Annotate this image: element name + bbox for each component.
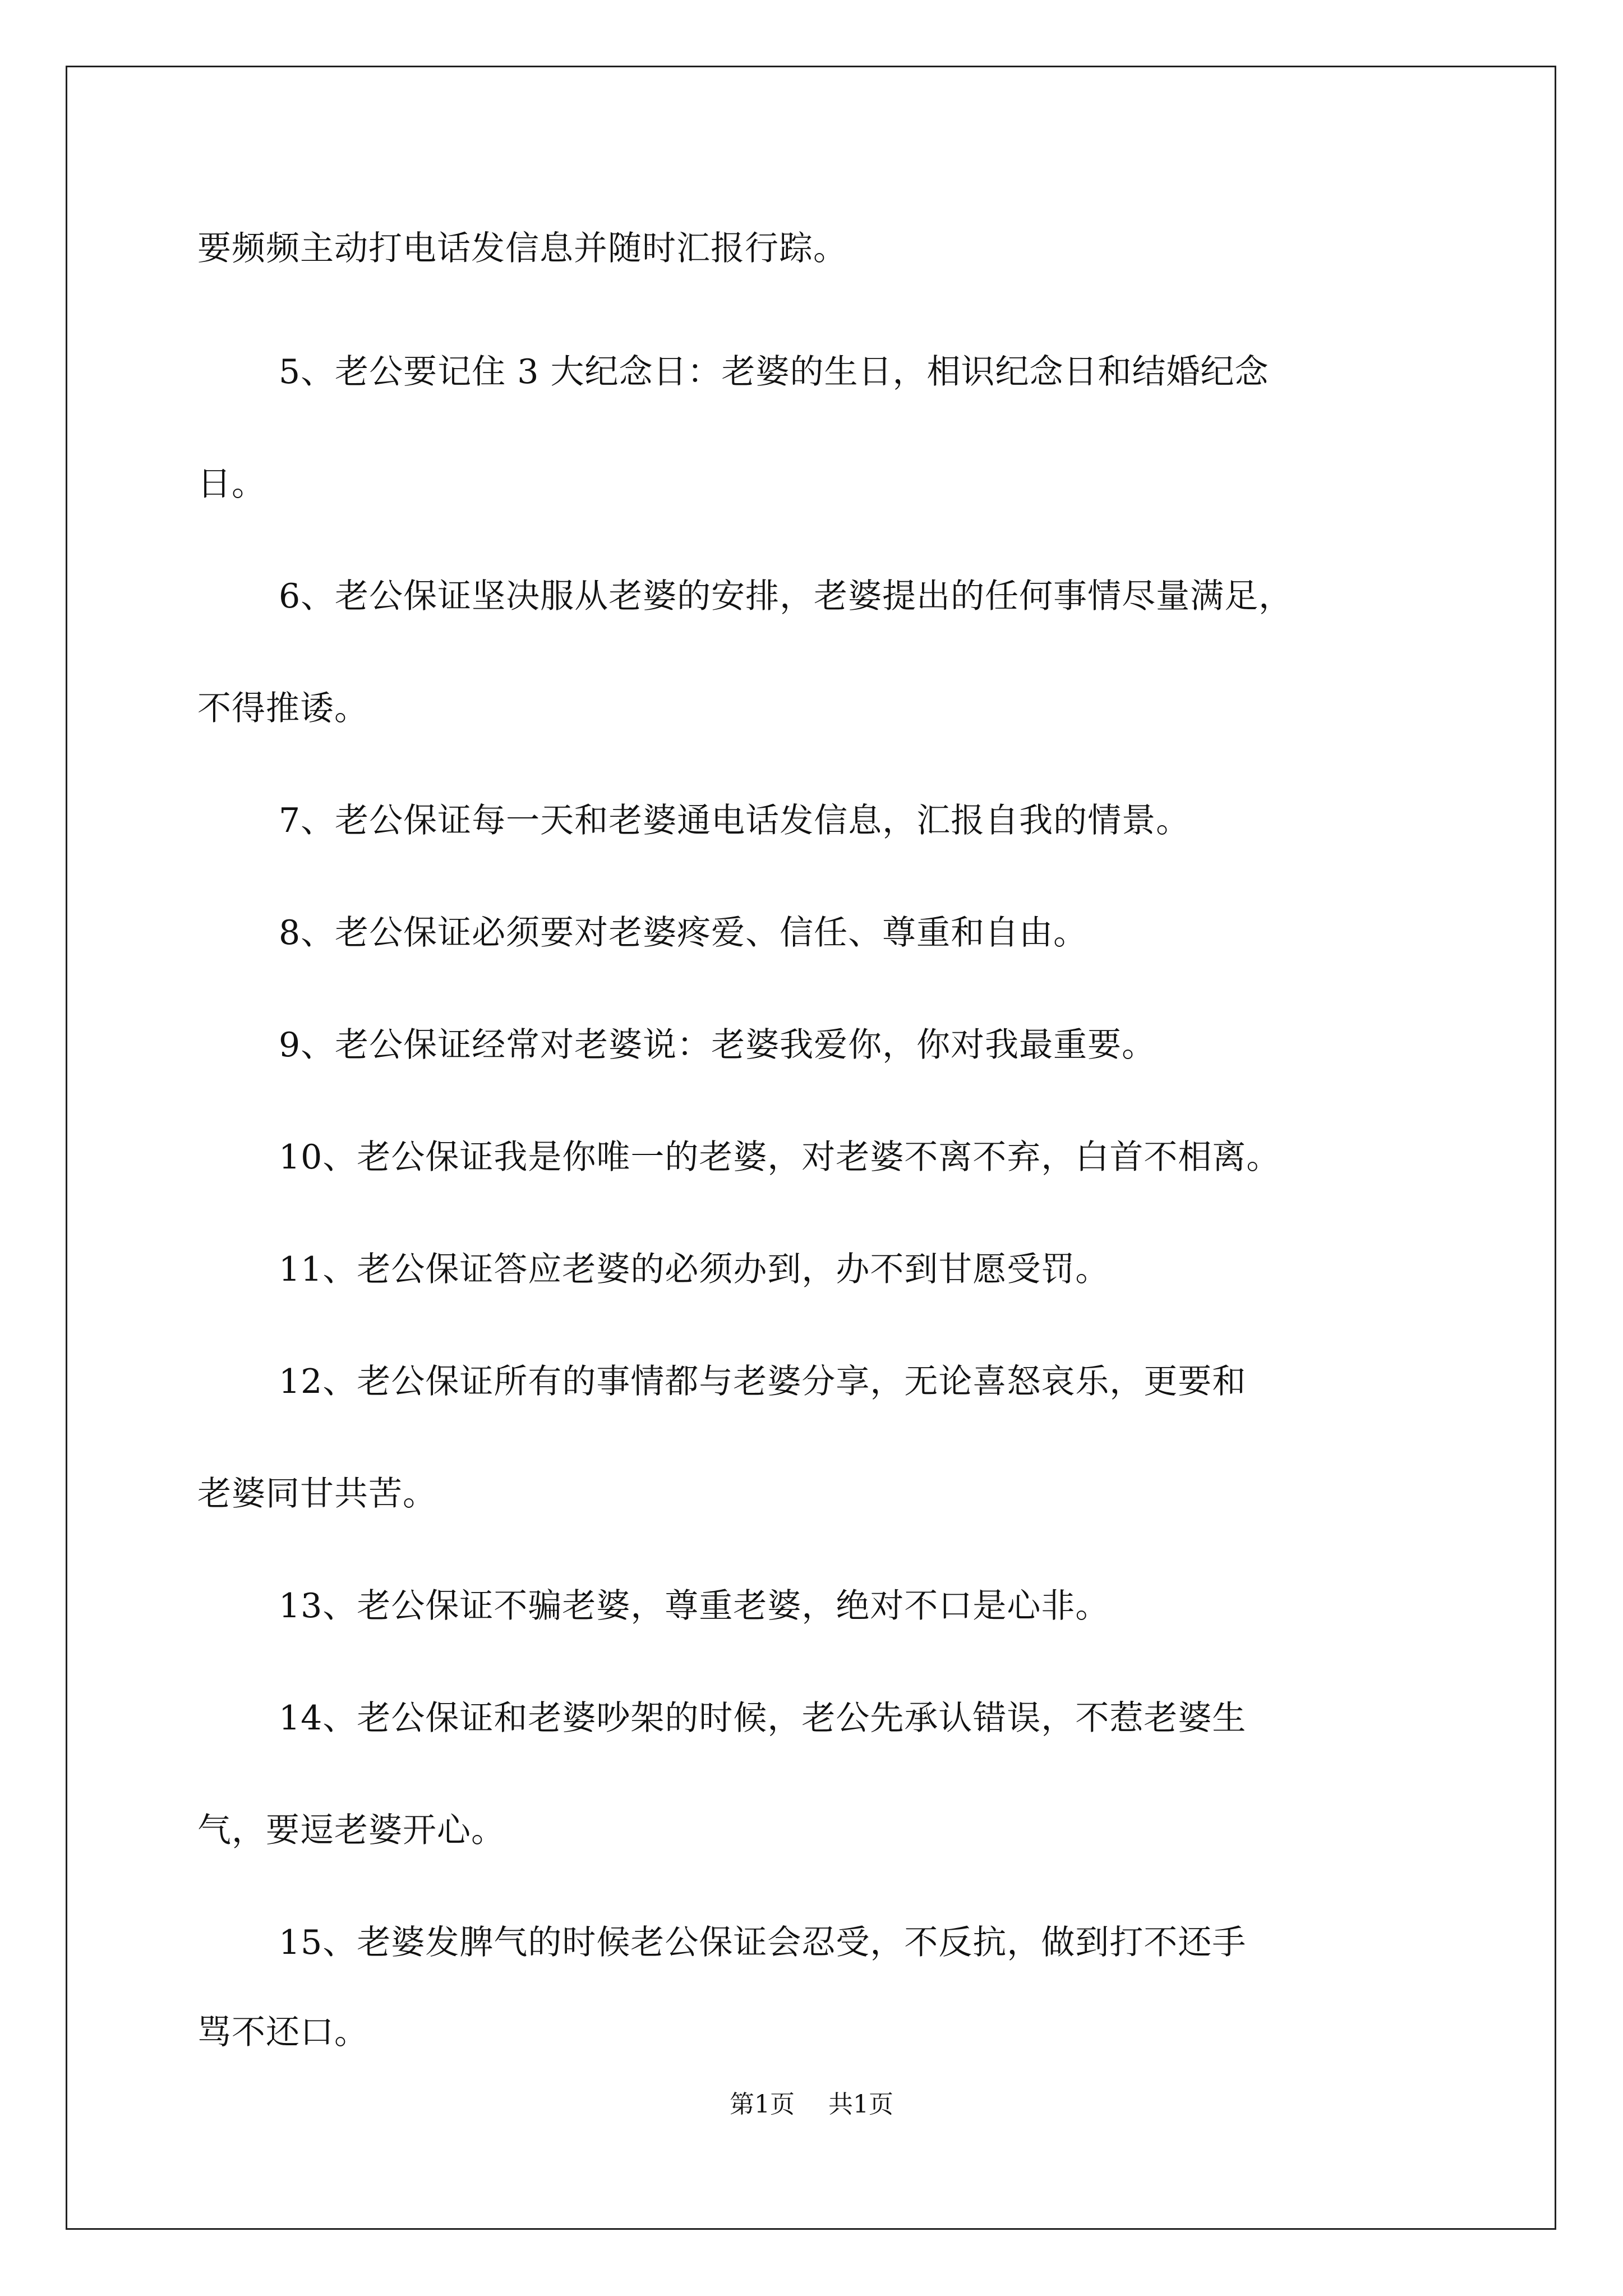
paragraph-item-5-cont: 日。 xyxy=(197,464,266,504)
paragraph-line-1: 要频频主动打电话发信息并随时汇报行踪。 xyxy=(197,229,847,268)
paragraph-item-9: 9、老公保证经常对老婆说：老婆我爱你，你对我最重要。 xyxy=(279,1025,1156,1065)
paragraph-item-14: 14、老公保证和老婆吵架的时候，老公先承认错误，不惹老婆生 xyxy=(279,1699,1247,1738)
page-total: 共1页 xyxy=(828,2090,893,2119)
paragraph-item-6-cont: 不得推诿。 xyxy=(197,689,368,728)
paragraph-item-13: 13、老公保证不骗老婆，尊重老婆，绝对不口是心非。 xyxy=(279,1586,1110,1626)
paragraph-item-14-cont: 气，要逗老婆开心。 xyxy=(197,1811,505,1850)
paragraph-item-5: 5、老公要记住 3 大纪念日：老婆的生日，相识纪念日和结婚纪念 xyxy=(279,352,1269,392)
paragraph-item-15: 15、老婆发脾气的时候老公保证会忍受，不反抗，做到打不还手 xyxy=(279,1923,1247,1962)
paragraph-item-12-cont: 老婆同甘共苦。 xyxy=(197,1474,437,1513)
paragraph-item-8: 8、老公保证必须要对老婆疼爱、信任、尊重和自由。 xyxy=(279,913,1088,953)
paragraph-item-10: 10、老公保证我是你唯一的老婆，对老婆不离不弃，白首不相离。 xyxy=(279,1138,1281,1177)
paragraph-item-12: 12、老公保证所有的事情都与老婆分享，无论喜怒哀乐，更要和 xyxy=(279,1362,1247,1401)
paragraph-item-15-cont: 骂不还口。 xyxy=(197,2013,368,2052)
page-footer xyxy=(0,2088,1623,2122)
page-number: 第1页 xyxy=(730,2090,795,2119)
paragraph-item-7: 7、老公保证每一天和老婆通电话发信息，汇报自我的情景。 xyxy=(279,801,1191,840)
paragraph-item-11: 11、老公保证答应老婆的必须办到，办不到甘愿受罚。 xyxy=(279,1250,1110,1289)
paragraph-item-6: 6、老公保证坚决服从老婆的安排，老婆提出的任何事情尽量满足， xyxy=(279,577,1293,616)
